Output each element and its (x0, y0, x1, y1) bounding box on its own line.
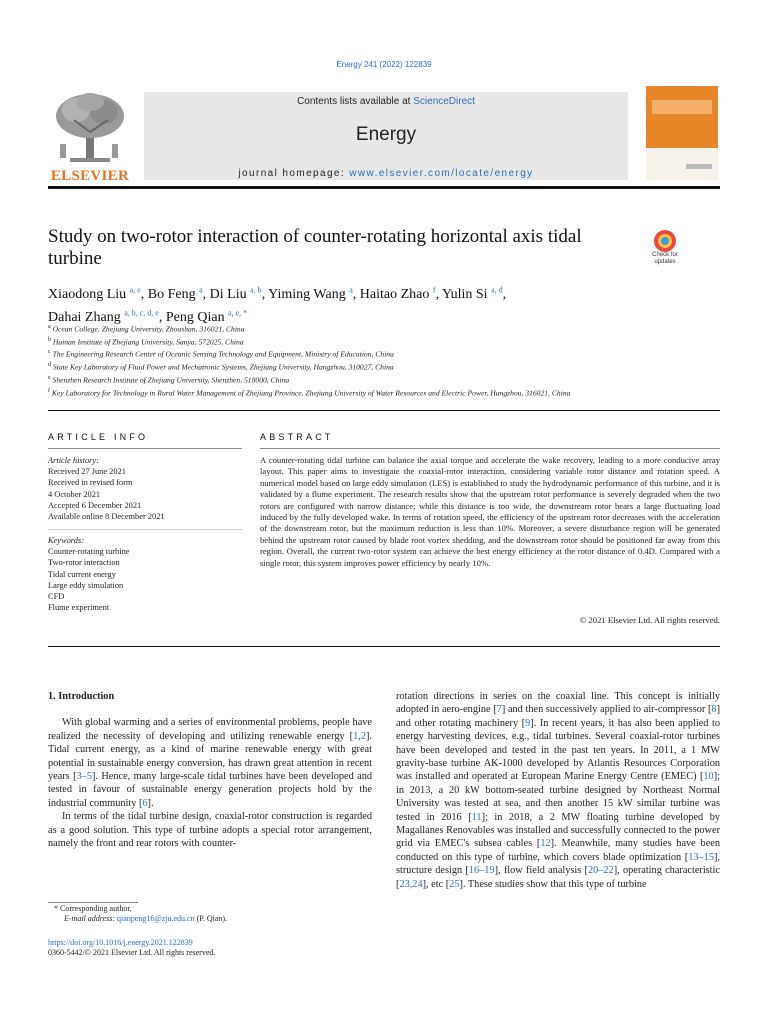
author-affiliation-marker[interactable]: f (432, 285, 436, 294)
keyword-item: CFD (48, 592, 65, 602)
body-paragraph (48, 810, 372, 850)
doi-link[interactable]: https://doi.org/10.1016/j.energy.2021.122839 (48, 938, 193, 947)
abstract-text: A counter-rotating tidal turbine can balance the axial torque and accelerate the wake recovery, leading to a more conducive array layout. This paper aims to investigate the coaxial-rotor interaction, considering variable rotor distance and rotation speed. A numerical model based on large eddy simulation (LES) is established to study the hydrodynamic performance of this turbine, and it is validated by a flume experiment. The research results show that the upstream rotor performance is severely degraded when the two rotors are configured with narrow distance; while this distance is too wide, the downstream rotor bears a large fluctuating load induced by the fully developed wake. In terms of rotation speed, the efficiency of the upstream rotor decreases with the acceleration of the downstream rotor, but the maximum reduction is less than 10%. Moreover, a severe disturbance region will be generated behind the upstream rotor caused by blade root vortex shedding, and the downstream rotor should be positioned far away from this region. Overall, the current two-rotor system can achieve the best energy efficiency at the rotor distance of 0.4D. Compared with a single rotor, this system improves power efficiency by nearly 10%. (260, 455, 720, 568)
elsevier-tree-icon (50, 92, 130, 164)
author-name[interactable]: Dahai Zhang (48, 310, 121, 326)
citation-link[interactable]: 12 (540, 838, 551, 850)
citation-link[interactable]: 9 (525, 717, 531, 729)
citation-link[interactable]: 13–15 (688, 851, 714, 863)
author-name[interactable]: Peng Qian (165, 310, 225, 326)
history-item: 4 October 2021 (48, 489, 101, 499)
paragraph-text: ]. These studies show that this type of turbine (459, 878, 647, 890)
affiliation-item: $^e$ Shenzhen Research Institute of Zhejiang University, Shenzhen, 518000, China (48, 374, 290, 385)
affiliation-item: $^c$ The Engineering Research Center of Oceanic Sensing Technology and Equipment, Ministry of Education, China (48, 349, 394, 359)
sciencedirect-link[interactable]: ScienceDirect (413, 96, 475, 107)
paragraph-text: ], operating characteristic [ (396, 865, 720, 890)
paragraph-text: ]. (147, 797, 154, 809)
article-info-separator (48, 529, 242, 530)
history-item: Received 27 June 2021 (48, 467, 126, 477)
abstract-copyright: © 2021 Elsevier Ltd. All rights reserved. (579, 615, 720, 625)
article-history (48, 455, 248, 522)
affiliation-item: $^f$ Key Laboratory for Technology in Rural Water Management of Zhejiang Province, Zhejiang University of Water Resources and Electric Power, Hangzhou, 316021, China (48, 387, 571, 398)
homepage-link[interactable]: www.elsevier.com/locate/energy (349, 168, 534, 179)
citation-link[interactable]: 10 (703, 771, 714, 783)
body-divider (48, 646, 720, 647)
journal-masthead (48, 86, 720, 184)
author-affiliation-marker[interactable]: a, b (250, 285, 262, 294)
history-item: Received in revised form (48, 478, 133, 488)
article-title: Study on two-rotor interaction of counter-rotating horizontal axis tidal turbine (48, 226, 582, 269)
author-affiliation-marker[interactable]: a (349, 285, 353, 294)
article-info-heading: ARTICLE INFO (48, 432, 149, 442)
contents-line: Contents lists available at ScienceDirect (297, 96, 475, 107)
citation-link[interactable]: 7 (496, 704, 502, 716)
citation-link[interactable]: 1,2 (353, 730, 366, 742)
body-paragraph (48, 716, 372, 810)
paragraph-text: ], etc [ (422, 878, 450, 890)
author-affiliation-marker[interactable]: a (199, 285, 203, 294)
crossmark-badge[interactable] (646, 228, 684, 268)
section-heading-introduction: 1. Introduction (48, 691, 115, 702)
keywords-label: Keywords: (48, 536, 84, 545)
author-name[interactable]: Xiaodong Liu (48, 286, 127, 302)
citation-link[interactable]: 20–22 (587, 865, 614, 877)
paragraph-text: rotation directions in series on the coaxial line. This concept is initially adopted in aero-engine [ (396, 691, 720, 716)
history-label: Article history: (48, 456, 99, 465)
paragraph-text: ]. In recent years, it has also been applied to energy harvesting devices, e.g., tidal turbines. Several coaxial-rotor turbines have been developed and tested in the past ten years. In 2011, a 1 MW gravity-base turbine AK-1000 developed by Atlantis Resources Corporation was installed and operated at European Marine Energy Centre (EMEC) [ (396, 717, 720, 783)
author-name[interactable]: Yulin Si (442, 286, 488, 302)
affiliation-item: $^b$ Hainan Institute of Zhejiang University, Sanya, 572025, China (48, 336, 244, 347)
header-divider (48, 186, 720, 189)
journal-name: Energy (355, 124, 417, 145)
keyword-item: Large eddy simulation (48, 580, 124, 590)
body-paragraph (396, 690, 720, 891)
citation-link[interactable]: 25 (449, 878, 460, 890)
citation-link[interactable]: 8 (711, 704, 717, 716)
author-affiliation-marker[interactable]: a, e, * (228, 308, 248, 318)
footnote-rule (48, 902, 138, 903)
article-info-rule (48, 448, 242, 449)
journal-banner (144, 92, 628, 180)
elsevier-wordmark: ELSEVIER (50, 168, 130, 184)
paragraph-text: ]. Hence, many large-scale tidal turbines have been developed and tested in favour of sustainable energy generation projects hold by the industrial community [ (48, 771, 372, 809)
citation-link[interactable]: 23,24 (399, 878, 423, 890)
journal-reference[interactable]: Energy 241 (2022) 122839 (336, 60, 432, 69)
author-list: Xiaodong Liu $^{a, e}$, Bo Feng $^a$, Di Liu $^{a, b}$, Yiming Wang $^a$, Haitao Zhao $^f$, Yulin Si $^{a, d}$, Dahai Zhang $^{a, b, c, d, e}$, Peng Qian $^{a, e, *}$ (48, 285, 507, 326)
citation-link[interactable]: 11 (471, 811, 482, 823)
author-name[interactable]: Di Liu (209, 286, 247, 302)
issn-line: 0360-5442/© 2021 Elsevier Ltd. All rights reserved. (48, 948, 216, 957)
paragraph-text: With global warming and a series of environmental problems, people have realized the necessity of developing and utilizing renewable energy [ (48, 717, 372, 742)
paragraph-text: ]; in 2018, a 2 MW floating turbine developed by Magallanes Renovables was installed and successfully connected to the power grid via EMEC's subsea cables [ (396, 811, 720, 850)
author-affiliation-marker[interactable]: a, b, c, d, e (124, 308, 159, 318)
paragraph-text: ]. Tidal current energy, as a kind of marine renewable energy with great potential in sustainable energy conversion, has drawn great attention in recent years [ (48, 730, 372, 783)
body-right-column (396, 690, 720, 891)
author-name[interactable]: Yiming Wang (268, 286, 346, 302)
journal-homepage: journal homepage: www.elsevier.com/locate/energy (238, 168, 534, 179)
body-left-column (48, 690, 372, 850)
citation-link[interactable]: 6 (142, 797, 148, 809)
paragraph-text: ] and other rotating machinery [ (396, 704, 721, 729)
abstract-rule (260, 448, 720, 449)
author-name[interactable]: Bo Feng (147, 286, 196, 302)
history-item: Available online 8 December 2021 (48, 512, 165, 522)
keyword-item: Tidal current energy (48, 569, 116, 579)
doi-block (48, 938, 215, 958)
affiliation-item: $^d$ State Key Laboratory of Fluid Power and Mechatronic Systems, Zhejiang University, Hangzhou, 310027, China (48, 362, 394, 372)
paragraph-text: In terms of the tidal turbine design, coaxial-rotor construction is regarded as a good solution. This type of turbine adopts a special rotor arrangement, namely the front and rear rotors with counter- (48, 811, 372, 850)
section-divider (48, 410, 720, 411)
cover-publisher-mark (686, 164, 712, 169)
corresponding-author-footnote: * Corresponding author. E-mail address: qianpeng16@zju.edu.cn (P. Qian). (54, 904, 228, 923)
email-link[interactable]: qianpeng16@zju.edu.cn (117, 914, 195, 923)
paragraph-text: ]. Meanwhile, many studies have been conducted on this type of turbine, which covers blade optimization [ (396, 838, 720, 863)
keyword-item: Flume experiment (48, 603, 110, 613)
paragraph-text: ]; in 2013, a 20 kW bottom-seated turbine designed by Northeast Normal University was tested at sea, and then another 15 kW similar turbine was tested in 2016 [ (396, 771, 720, 823)
paragraph-text: ], flow field analysis [ (494, 865, 588, 877)
elsevier-logo[interactable] (48, 90, 132, 182)
affiliation-item: $^a$ Ocean College, Zhejiang University, Zhoushan, 316021, China (48, 324, 245, 334)
keywords (48, 535, 248, 613)
affiliation-list (48, 322, 688, 398)
abstract-heading: ABSTRACT (260, 432, 334, 442)
citation-link[interactable]: 16–19 (468, 865, 495, 877)
history-item: Accepted 6 December 2021 (48, 500, 142, 510)
citation-link[interactable]: 3–5 (76, 771, 92, 783)
paragraph-text: ], structure design [ (396, 851, 720, 877)
author-affiliation-marker[interactable]: a, d (491, 285, 503, 294)
cover-title-block (652, 100, 712, 114)
keyword-item: Counter-rotating turbine (48, 547, 130, 557)
paragraph-text: ] and then successively applied to air-compressor [ (501, 704, 712, 716)
author-affiliation-marker[interactable]: a, e (129, 285, 141, 294)
crossmark-label: Check for updates (652, 252, 678, 265)
author-name[interactable]: Haitao Zhao (359, 286, 430, 302)
keyword-item: Two-rotor interaction (48, 558, 120, 568)
journal-cover-image[interactable] (646, 86, 718, 180)
